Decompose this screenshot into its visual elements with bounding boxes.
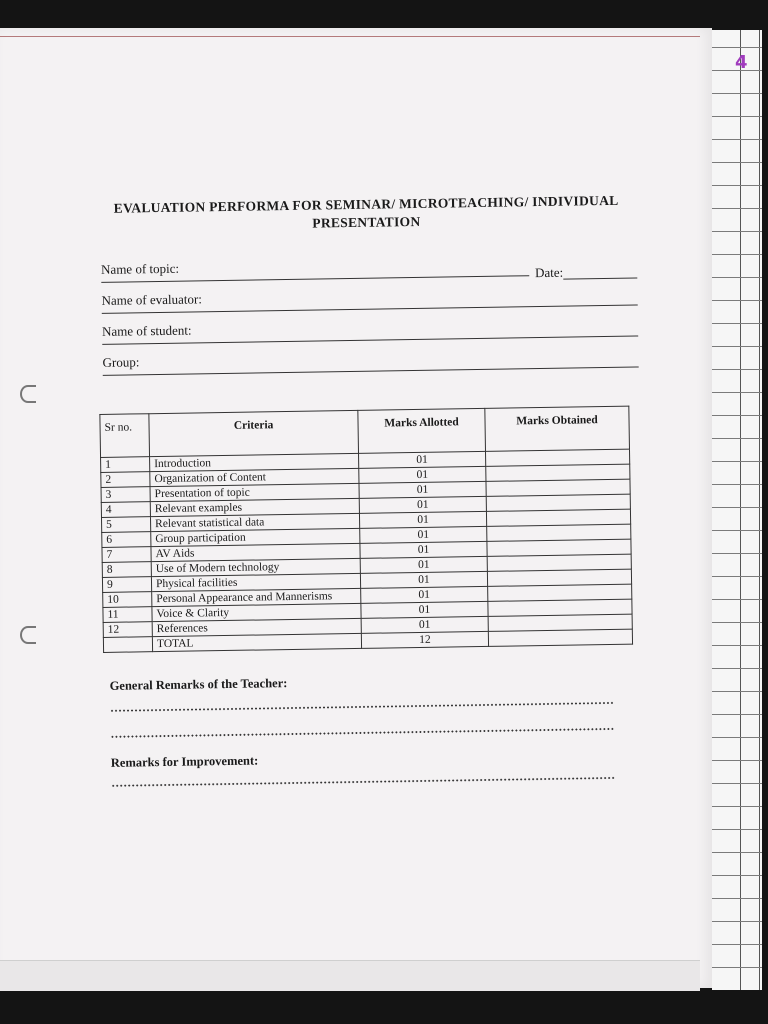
evaluation-form bbox=[96, 192, 645, 787]
row-marks-allotted: 01 bbox=[361, 616, 488, 633]
row-criteria: Voice & Clarity bbox=[152, 603, 361, 621]
evaluator-label: Name of evaluator: bbox=[101, 291, 203, 308]
improvement-remarks-label: Remarks for Improvement: bbox=[110, 753, 259, 770]
row-marks-allotted: 01 bbox=[361, 601, 488, 618]
row-criteria: Organization of Content bbox=[150, 468, 359, 486]
punch-hole-icon bbox=[20, 626, 36, 644]
row-sr-no: 2 bbox=[101, 472, 150, 488]
row-criteria: Personal Appearance and Mannerisms bbox=[152, 588, 361, 606]
row-criteria: Presentation of topic bbox=[150, 483, 359, 501]
row-marks-allotted: 01 bbox=[359, 496, 486, 513]
row-sr-no: 3 bbox=[101, 487, 150, 503]
grid-handwritten-mark: 4 bbox=[735, 52, 748, 73]
general-remarks-label: General Remarks of the Teacher: bbox=[109, 676, 288, 693]
row-criteria: Group participation bbox=[151, 528, 360, 546]
date-label: Date: bbox=[534, 264, 564, 281]
row-marks-allotted: 01 bbox=[360, 571, 487, 588]
graph-paper-strip bbox=[712, 30, 762, 990]
form-title bbox=[96, 192, 636, 236]
total-obtained-cell[interactable] bbox=[488, 629, 632, 646]
student-label: Name of student: bbox=[101, 322, 192, 339]
row-marks-allotted: 01 bbox=[359, 511, 486, 528]
row-criteria: Physical facilities bbox=[151, 573, 360, 591]
row-marks-allotted: 01 bbox=[359, 451, 486, 468]
form-title-line2: PRESENTATION bbox=[312, 213, 421, 231]
row-criteria: AV Aids bbox=[151, 543, 360, 561]
row-criteria: References bbox=[152, 618, 361, 636]
general-remarks-line[interactable] bbox=[110, 702, 614, 712]
row-sr-no: 8 bbox=[102, 562, 151, 578]
row-marks-allotted: 01 bbox=[359, 466, 486, 483]
row-sr-no: 12 bbox=[103, 622, 152, 638]
row-criteria: Introduction bbox=[150, 453, 359, 471]
row-marks-allotted: 01 bbox=[359, 481, 486, 498]
header-criteria: Criteria bbox=[149, 410, 359, 456]
row-criteria: Relevant examples bbox=[150, 498, 359, 516]
row-sr-no: 9 bbox=[102, 577, 151, 593]
row-sr-no: 6 bbox=[102, 532, 151, 548]
remarks-section bbox=[104, 670, 646, 786]
row-sr-no: 7 bbox=[102, 547, 151, 563]
punch-hole-icon bbox=[20, 385, 36, 403]
row-marks-allotted: 01 bbox=[360, 556, 487, 573]
header-marks-allotted: Marks Allotted bbox=[358, 408, 486, 453]
row-sr-no: 10 bbox=[103, 592, 152, 608]
total-label: TOTAL bbox=[152, 633, 361, 651]
row-sr-no: 11 bbox=[103, 607, 152, 623]
group-line bbox=[103, 366, 639, 375]
criteria-table bbox=[99, 406, 633, 653]
row-marks-allotted: 01 bbox=[360, 526, 487, 543]
page-bottom-edge bbox=[0, 960, 700, 991]
date-line[interactable] bbox=[563, 278, 637, 280]
row-criteria: Use of Modern technology bbox=[151, 558, 360, 576]
header-sr-no: Sr no. bbox=[100, 414, 150, 458]
row-sr-no: 1 bbox=[101, 457, 150, 473]
row-sr-no: 5 bbox=[101, 517, 150, 533]
topic-label: Name of topic: bbox=[100, 260, 180, 277]
row-criteria: Relevant statistical data bbox=[150, 513, 359, 531]
row-marks-allotted: 01 bbox=[361, 586, 488, 603]
group-label: Group: bbox=[102, 354, 140, 370]
total-sr-cell bbox=[103, 637, 152, 653]
row-marks-allotted: 01 bbox=[360, 541, 487, 558]
total-marks: 12 bbox=[361, 631, 488, 648]
header-marks-obtained: Marks Obtained bbox=[485, 406, 630, 451]
form-title-line1: EVALUATION PERFORMA FOR SEMINAR/ MICROTEACHING/ INDIVIDUAL bbox=[113, 192, 619, 216]
top-edge-line bbox=[0, 36, 700, 37]
row-sr-no: 4 bbox=[101, 502, 150, 518]
